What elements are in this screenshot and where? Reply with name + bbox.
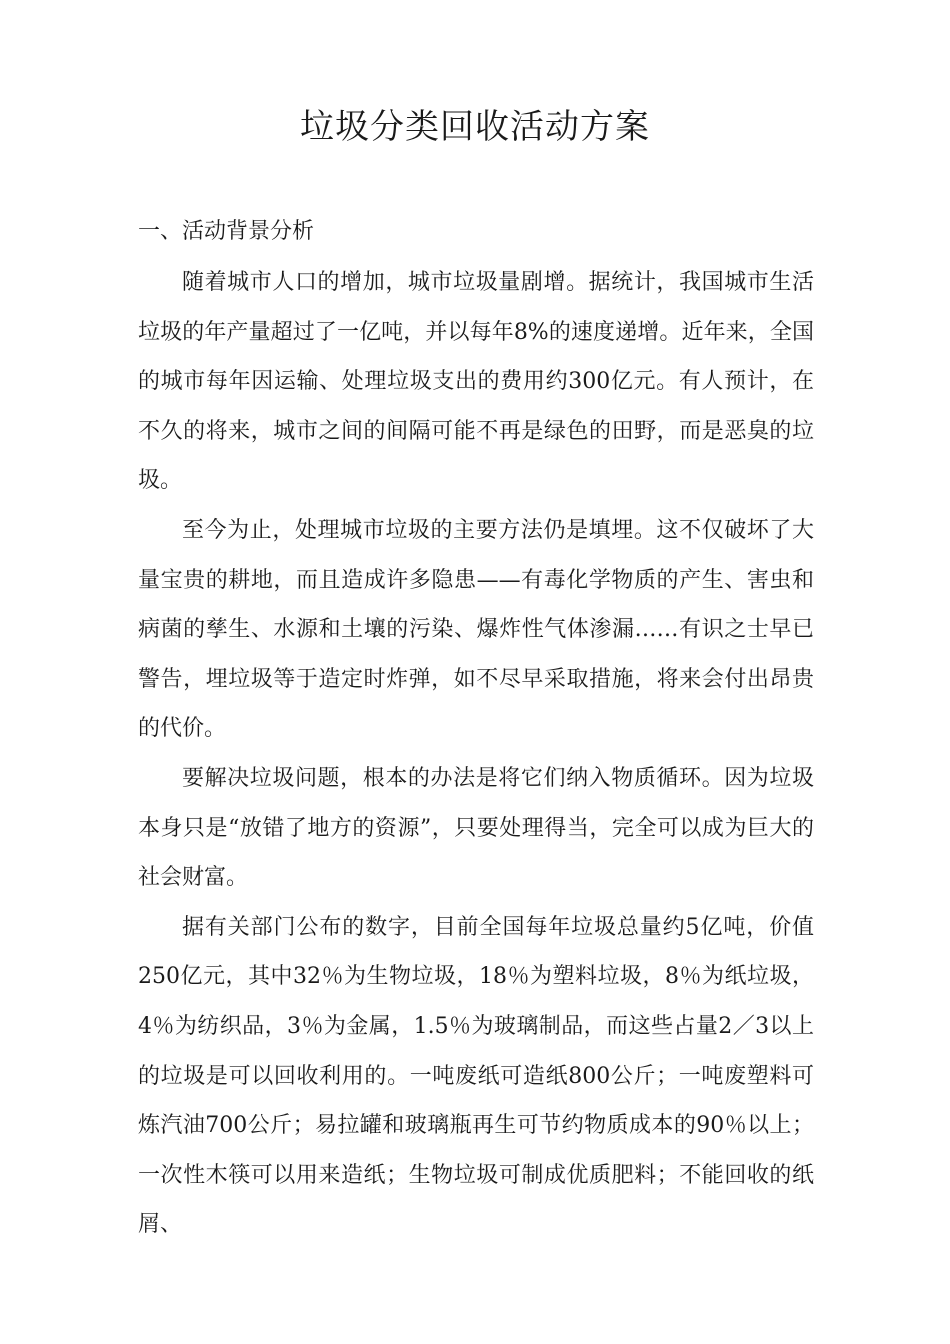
paragraph-4: 据有关部门公布的数字，目前全国每年垃圾总量约5亿吨，价值250亿元，其中32％为生物垃圾，18％为塑料垃圾，8％为纸垃圾，4％为纺织品，3％为金属，1.5％为玻璃制品，而这些占量2／3以上的垃圾是可以回收利用的。一吨废纸可造纸800公斤；一吨废塑料可炼汽油700公斤；易拉罐和玻璃瓶再生可节约物质成本的90％以上；一次性木筷可以用来造纸；生物垃圾可制成优质肥料；不能回收的纸屑、 (138, 914, 814, 1238)
paragraph-2: 至今为止，处理城市垃圾的主要方法仍是填埋。这不仅破坏了大量宝贵的耕地，而且造成许多隐患——有毒化学物质的产生、害虫和病菌的孳生、水源和土壤的污染、爆炸性气体渗漏……有识之士早已警告，埋垃圾等于造定时炸弹，如不尽早采取措施，将来会付出昂贵的代价。 (138, 517, 814, 742)
paragraph-1: 随着城市人口的增加，城市垃圾量剧增。据统计，我国城市生活垃圾的年产量超过了一亿吨，并以每年8%的速度递增。近年来，全国的城市每年因运输、处理垃圾支出的费用约300亿元。有人预计，在不久的将来，城市之间的间隔可能不再是绿色的田野，而是恶臭的垃圾。 (138, 270, 814, 494)
paragraph-3: 要解决垃圾问题，根本的办法是将它们纳入物质循环。因为垃圾本身只是“放错了地方的资源”，只要处理得当，完全可以成为巨大的社会财富。 (138, 765, 814, 891)
body-text (138, 258, 814, 1250)
document-title: 垃圾分类回收活动方案 (300, 107, 650, 147)
section-heading: 一、活动背景分析 (138, 219, 315, 244)
